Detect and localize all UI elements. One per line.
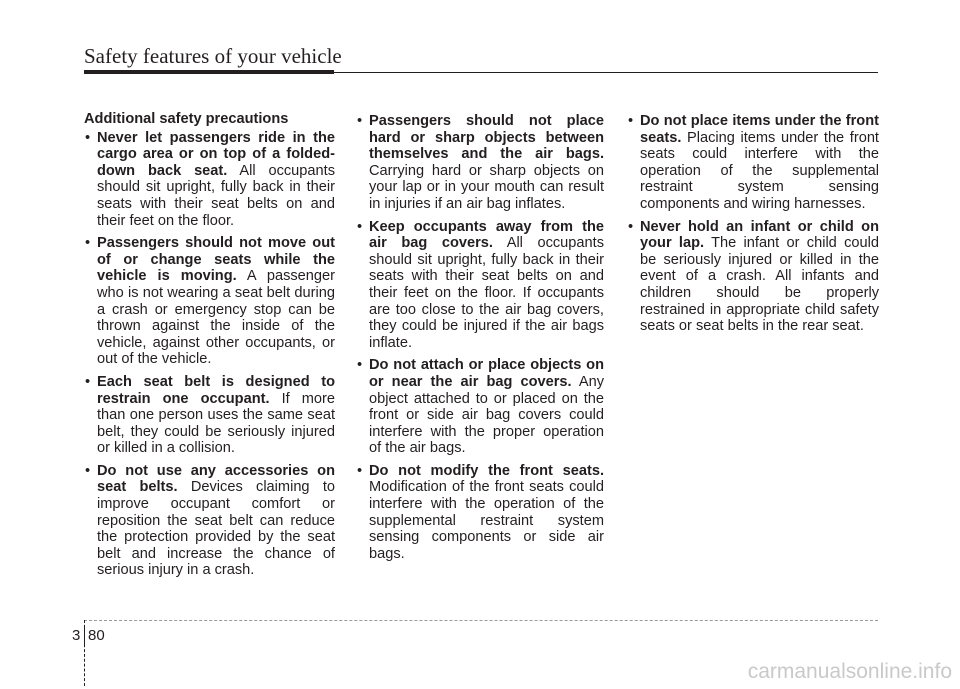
section-heading: Additional safety precautions [84, 111, 289, 127]
bullet-icon: • [85, 129, 91, 146]
column-3 [627, 113, 879, 341]
item-text: All occupants should sit upright, fully back in their seats with their seat belts on and their feet on the floor. [97, 162, 335, 229]
item-bold: Passengers should not move out of or change seats while the vehicle is moving. [97, 235, 335, 285]
list-item [356, 463, 604, 563]
watermark: carmanualsonline.info [747, 660, 952, 683]
list-item [356, 357, 604, 457]
item-text: All occupants should sit upright, fully back in their seats with their seat belts on and their feet on the floor. If occupants are too close to the air bag covers, they could be injured if the air bags inflate. [369, 235, 604, 351]
precautions-list [84, 130, 335, 579]
item-text: The infant or child could be seriously injured or killed in the event of a crash. All infants and children should be properly restrained in appropriate child safety seats or seat belts in the rear seat. [640, 235, 879, 335]
item-text: Modification of the front seats could interfere with the operation of the supplemental restraint system sensing components or side air bags. [369, 479, 604, 562]
column-1 [84, 111, 335, 585]
item-text: If more than one person uses the same seat belt, they could be seriously injured or killed in a collision. [97, 390, 336, 457]
bullet-icon: • [85, 373, 91, 390]
item-bold: Never let passengers ride in the cargo area or on top of a folded-down back seat. [97, 129, 335, 179]
precautions-list [356, 113, 604, 562]
list-item [356, 219, 604, 352]
list-item [356, 113, 604, 213]
page-number-separator [84, 626, 85, 646]
bullet-icon: • [357, 218, 363, 235]
bullet-icon: • [85, 235, 91, 252]
list-item [84, 374, 335, 457]
item-bold: Do not place items under the front seats. [640, 113, 879, 146]
list-item [627, 113, 879, 213]
precautions-list [627, 113, 879, 335]
item-text: Devices claiming to improve occupant comfort or reposition the seat belt can reduce the protection provided by the seat belt and increase the chance of serious injury in a crash. [97, 479, 335, 579]
header-rule [334, 72, 878, 73]
bullet-icon: • [85, 462, 91, 479]
page-number: 80 [88, 627, 105, 644]
item-bold: Do not use any accessories on seat belts. [97, 462, 335, 496]
item-text: Carrying hard or sharp objects on your lap or in your mouth can result in injuries if an air bag inflates. [369, 162, 604, 212]
list-item [84, 235, 335, 368]
header-bar [84, 70, 334, 74]
item-bold: Passengers should not place hard or sharp objects between themselves and the air bags. [369, 113, 604, 163]
item-text: A passenger who is not wearing a seat belt during a crash or emergency stop can be thrown against the inside of the vehicle, against other occupants, or out of the vehicle. [97, 268, 336, 368]
bullet-icon: • [357, 462, 363, 479]
item-bold: Never hold an infant or child on your lap. [640, 218, 879, 252]
list-item [84, 130, 335, 230]
bullet-icon: • [357, 113, 363, 129]
item-bold: Each seat belt is designed to restrain one occupant. [97, 373, 335, 407]
page-header-title: Safety features of your vehicle [84, 44, 342, 68]
footer-rule [84, 620, 878, 621]
item-bold: Keep occupants away from the air bag covers. [369, 218, 604, 252]
bullet-icon: • [628, 113, 634, 129]
list-item [627, 219, 879, 335]
bullet-icon: • [357, 357, 363, 374]
item-text: Placing items under the front seats could interfere with the operation of the supplemental restraint system sensing components and wiring harnesses. [640, 129, 879, 212]
list-item [84, 463, 335, 579]
bullet-icon: • [628, 218, 634, 235]
chapter-number: 3 [72, 627, 81, 644]
item-text: Any object attached to or placed on the front or side air bag covers could interfere with the proper operation of the air bags. [369, 373, 604, 457]
item-bold: Do not modify the front seats. [369, 462, 604, 479]
column-2 [356, 113, 604, 568]
item-bold: Do not attach or place objects on or near the air bag covers. [369, 357, 604, 390]
